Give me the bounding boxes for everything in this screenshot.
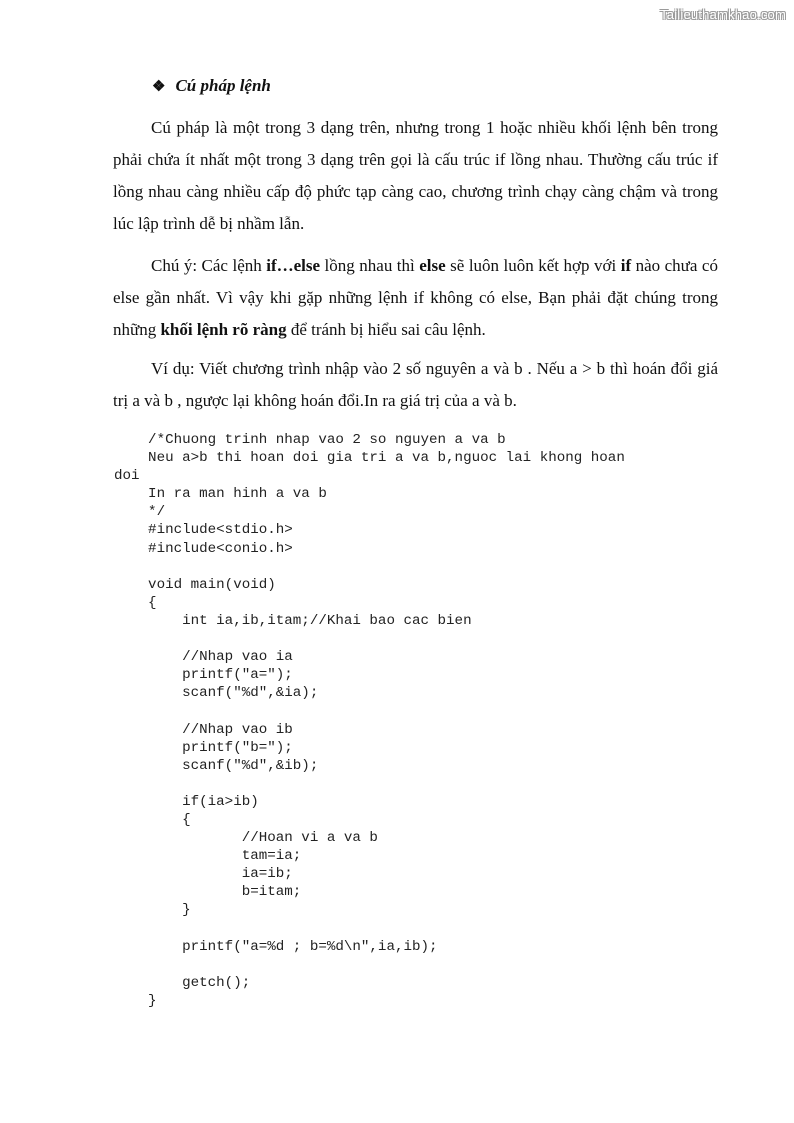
diamond-bullet-icon: ❖ [152, 78, 166, 95]
code-line [114, 558, 625, 576]
keyword-clear-block: khối lệnh rõ ràng [160, 320, 287, 339]
watermark-text: Tailieuthamkhao.com [660, 7, 786, 22]
code-line: scanf("%d",&ia); [114, 685, 319, 702]
code-line: scanf("%d",&ib); [114, 757, 319, 774]
code-line: //Hoan vi a va b [114, 830, 378, 847]
code-line: b=itam; [114, 884, 302, 901]
code-line: Neu a>b thi hoan doi gia tri a va b,nguoc lai khong hoan [114, 450, 625, 467]
note-text-5: để tránh bị hiểu sai câu lệnh. [286, 320, 486, 339]
code-line: getch(); [114, 974, 251, 991]
note-text-2: lồng nhau thì [320, 256, 420, 275]
code-line: //Nhap vao ib [114, 721, 293, 738]
paragraph-example: Ví dụ: Viết chương trình nhập vào 2 số nguyên a và b . Nếu a > b thì hoán đổi giá trị a và b , ngược lại không hoán đổi.In ra giá trị của a và b. [113, 359, 718, 410]
code-line: ia=ib; [114, 866, 293, 883]
code-line: //Nhap vao ia [114, 649, 293, 666]
section-heading-text: Cú pháp lệnh [175, 76, 271, 95]
code-line: { [114, 811, 191, 828]
paragraph-note [113, 250, 718, 346]
code-line [114, 920, 625, 938]
section-heading [152, 76, 271, 96]
code-line [114, 630, 625, 648]
code-line: tam=ia; [114, 848, 302, 865]
code-line: } [114, 992, 157, 1009]
code-line: printf("a=%d ; b=%d\n",ia,ib); [114, 938, 438, 955]
code-line: #include<stdio.h> [114, 522, 293, 539]
keyword-if-else: if…else [266, 256, 321, 275]
note-text-4: nào chưa có else gần nhất. Vì vậy khi gặp những lệnh if không có else, Bạn phải đặt chúng trong những [113, 256, 718, 339]
paragraph-syntax: Cú pháp là một trong 3 dạng trên, nhưng trong 1 hoặc nhiều khối lệnh bên trong phải chứa ít nhất một trong 3 dạng trên gọi là cấu trúc if lồng nhau. Thường cấu trúc if lồng nhau càng nhiều cấp độ phức tạp càng cao, chương trình chạy càng chậm và trong lúc lập trình dễ bị nhầm lẫn. [113, 118, 718, 233]
code-line: */ [114, 504, 166, 521]
code-line [114, 956, 625, 974]
code-line: printf("b="); [114, 739, 293, 756]
code-line: void main(void) [114, 576, 276, 593]
code-line [114, 702, 625, 720]
code-line: /*Chuong trinh nhap vao 2 so nguyen a va b [114, 432, 506, 448]
code-line: if(ia>ib) [114, 793, 259, 810]
code-line: int ia,ib,itam;//Khai bao cac bien [114, 612, 472, 629]
keyword-if: if [620, 256, 632, 275]
code-line: } [114, 902, 191, 919]
code-line: #include<conio.h> [114, 540, 293, 557]
keyword-else: else [419, 256, 446, 275]
note-text-1: Chú ý: Các lệnh [151, 256, 267, 275]
code-line: { [114, 594, 157, 611]
code-line: printf("a="); [114, 667, 293, 684]
note-text-3: sẽ luôn luôn kết hợp với [445, 256, 621, 275]
code-line: In ra man hinh a va b [114, 486, 327, 503]
code-line: doi [114, 468, 140, 485]
code-line [114, 775, 625, 793]
code-block [114, 431, 625, 1010]
